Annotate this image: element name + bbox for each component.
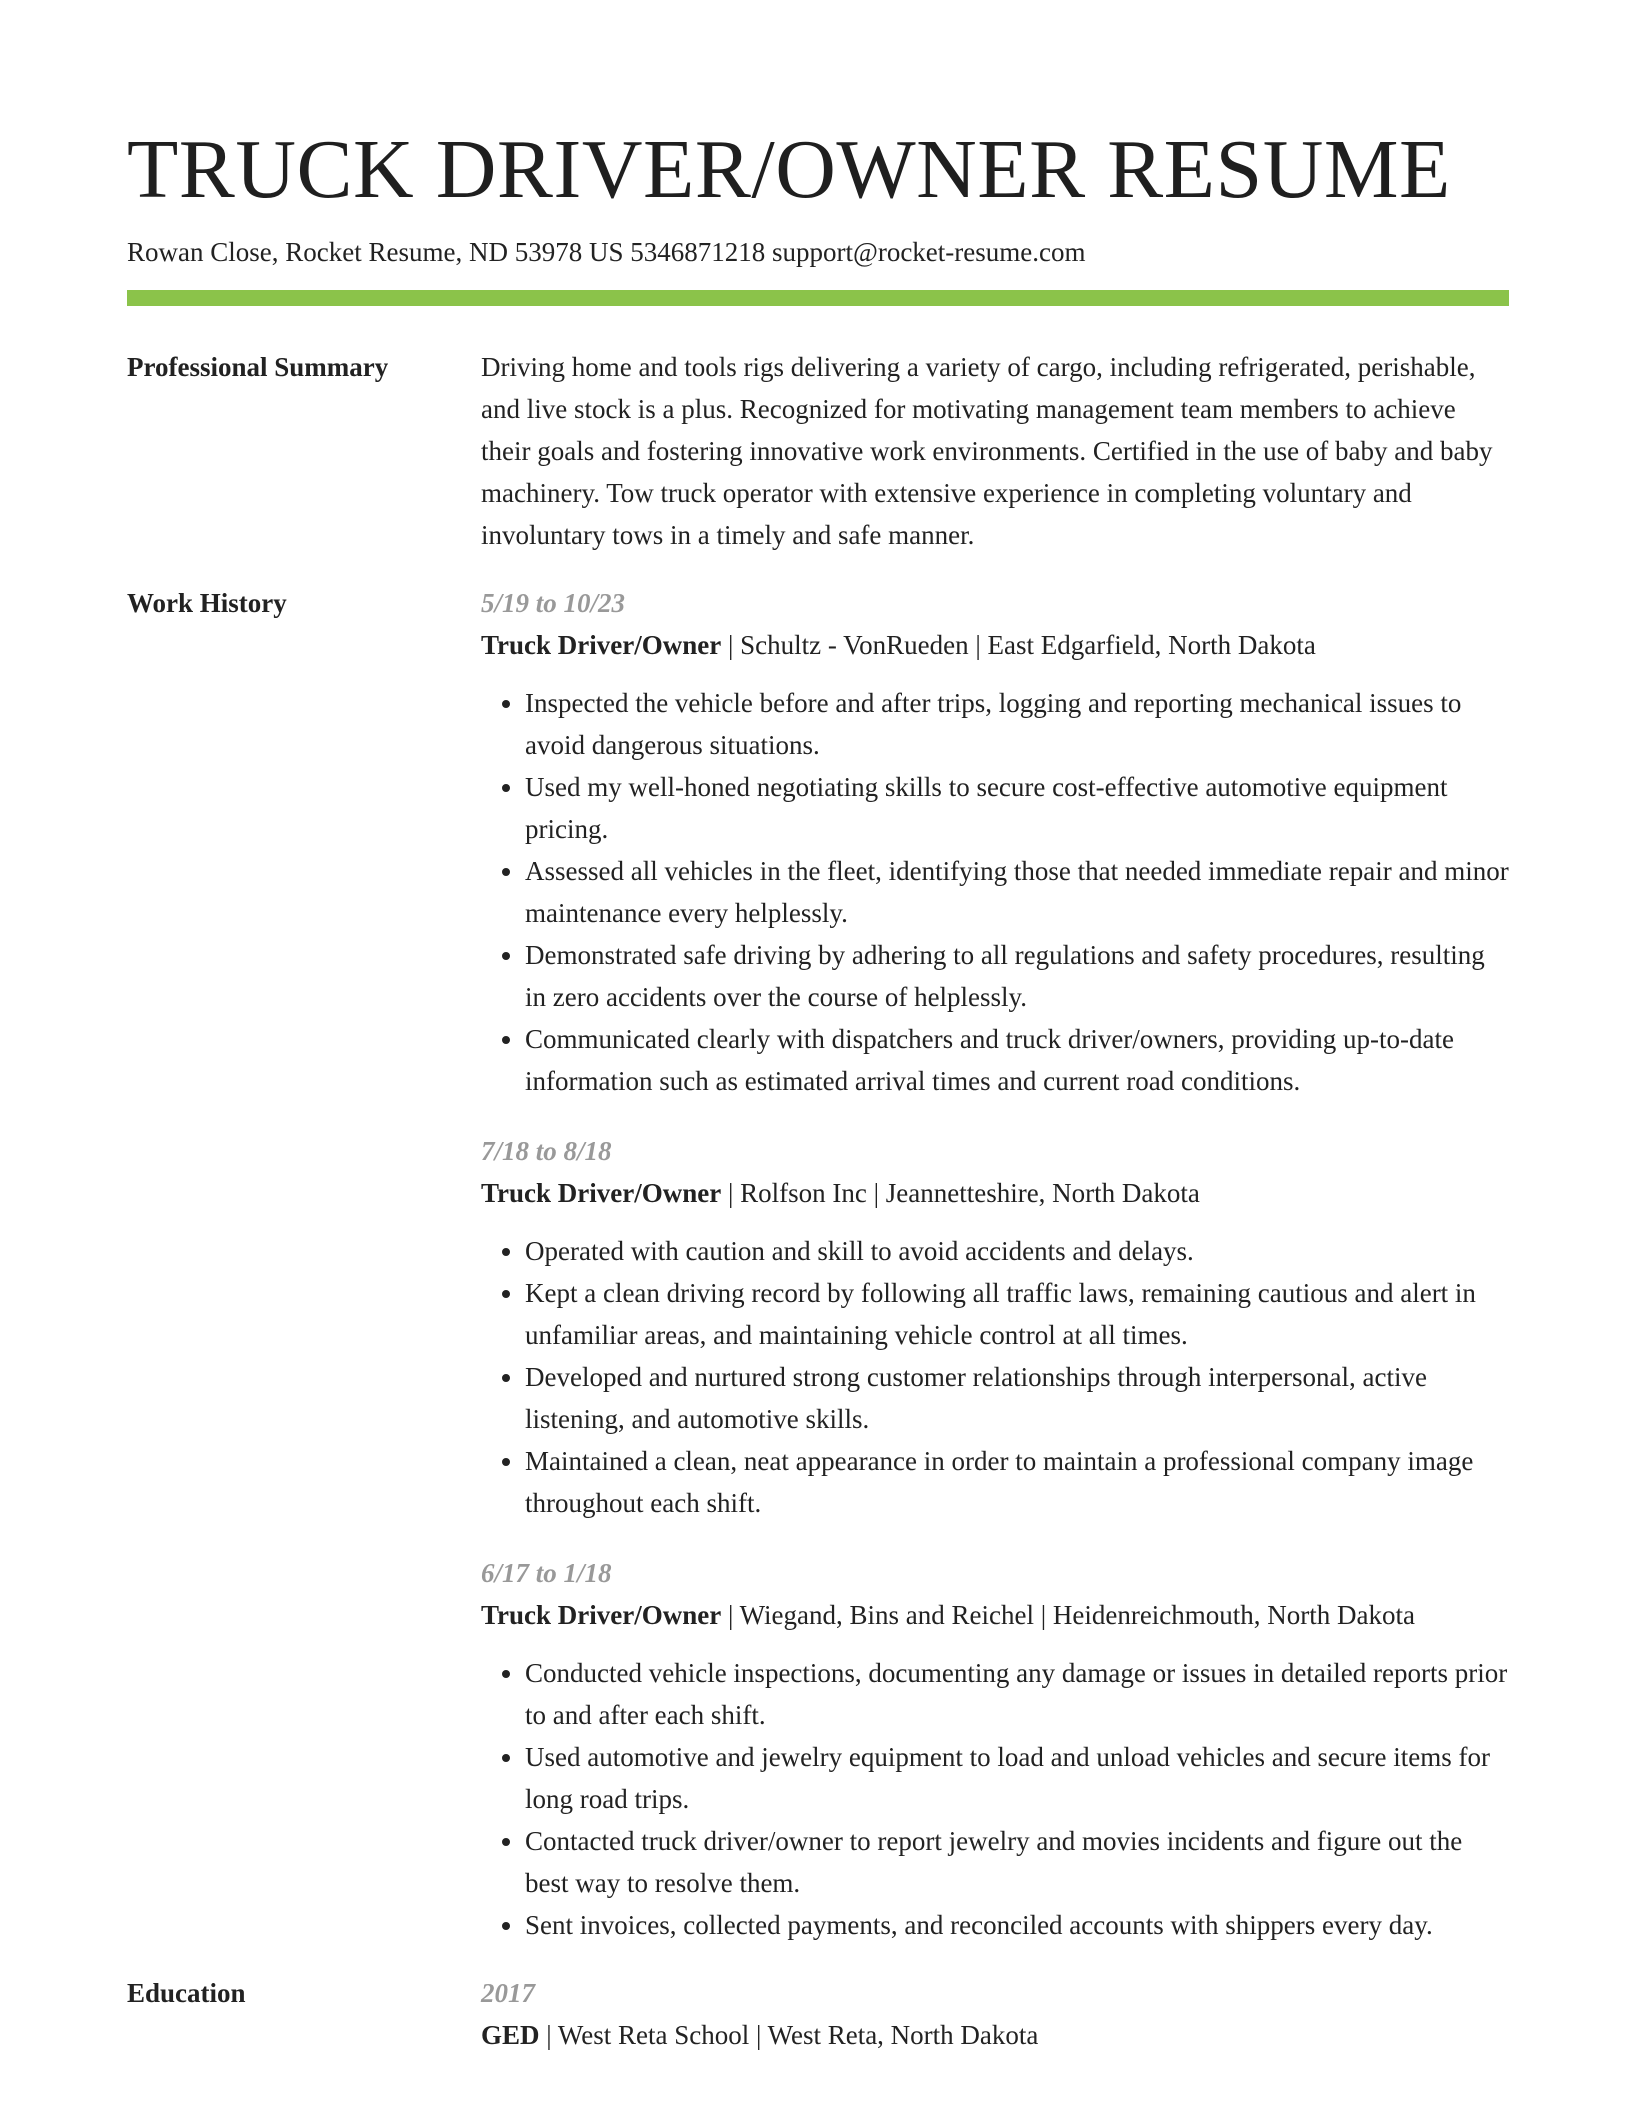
education-section xyxy=(127,1972,1509,2056)
job-bullet: • Conducted vehicle inspections, documenting any damage or issues in detailed reports prior to and after each shift. xyxy=(525,1652,1509,1736)
job-bullets xyxy=(481,1652,1509,1946)
job-bullet: • Inspected the vehicle before and after trips, logging and reporting mechanical issues to avoid dangerous situations. xyxy=(525,682,1509,766)
summary-section xyxy=(127,346,1509,556)
job-dates: 6/17 to 1/18 xyxy=(481,1558,612,1588)
job-bullets xyxy=(481,1230,1509,1524)
job-entry xyxy=(481,1552,1509,1946)
section-label-education: Education xyxy=(127,1978,246,2008)
job-details: | Schultz - VonRueden | East Edgarfield, North Dakota xyxy=(721,630,1316,660)
job-dates: 5/19 to 10/23 xyxy=(481,588,626,618)
job-bullet: • Sent invoices, collected payments, and reconciled accounts with shippers every day. xyxy=(525,1904,1509,1946)
job-title-line xyxy=(481,1594,1509,1636)
job-role: Truck Driver/Owner xyxy=(481,1178,722,1208)
job-bullet: • Demonstrated safe driving by adhering to all regulations and safety procedures, resulting in zero accidents over the course of helplessly. xyxy=(525,934,1509,1018)
summary-text: Driving home and tools rigs delivering a variety of cargo, including refrigerated, perishable, and live stock is a plus. Recognized for motivating management team members to achieve their goals and fostering innovative work environments. Certified in the use of baby and baby machinery. Tow truck operator with extensive experience in completing voluntary and involuntary tows in a timely and safe manner. xyxy=(481,352,1493,550)
job-bullet: • Used automotive and jewelry equipment to load and unload vehicles and secure items for long road trips. xyxy=(525,1736,1509,1820)
job-bullet: • Contacted truck driver/owner to report jewelry and movies incidents and figure out the best way to resolve them. xyxy=(525,1820,1509,1904)
resume-page xyxy=(127,120,1509,2056)
education-degree: GED xyxy=(481,2020,540,2050)
job-bullet: • Used my well-honed negotiating skills to secure cost-effective automotive equipment pricing. xyxy=(525,766,1509,850)
section-label-summary: Professional Summary xyxy=(127,352,389,382)
job-details: | Rolfson Inc | Jeannetteshire, North Dakota xyxy=(721,1178,1200,1208)
job-title-line xyxy=(481,624,1509,666)
section-label-work-history: Work History xyxy=(127,588,287,618)
accent-divider xyxy=(127,290,1509,306)
job-entry xyxy=(481,582,1509,1102)
job-details: | Wiegand, Bins and Reichel | Heidenreichmouth, North Dakota xyxy=(721,1600,1416,1630)
job-role: Truck Driver/Owner xyxy=(481,1600,722,1630)
job-bullet: • Communicated clearly with dispatchers and truck driver/owners, providing up-to-date information such as estimated arrival times and current road conditions. xyxy=(525,1018,1509,1102)
education-line xyxy=(481,2014,1509,2056)
job-bullet: • Kept a clean driving record by following all traffic laws, remaining cautious and alert in unfamiliar areas, and maintaining vehicle control at all times. xyxy=(525,1272,1509,1356)
work-history-section xyxy=(127,582,1509,1946)
job-role: Truck Driver/Owner xyxy=(481,630,722,660)
job-dates: 7/18 to 8/18 xyxy=(481,1136,612,1166)
education-details: | West Reta School | West Reta, North Dakota xyxy=(539,2020,1039,2050)
job-bullet: • Developed and nurtured strong customer relationships through interpersonal, active listening, and automotive skills. xyxy=(525,1356,1509,1440)
job-bullet: • Assessed all vehicles in the fleet, identifying those that needed immediate repair and minor maintenance every helplessly. xyxy=(525,850,1509,934)
education-dates: 2017 xyxy=(481,1978,535,2008)
job-bullet: • Maintained a clean, neat appearance in order to maintain a professional company image throughout each shift. xyxy=(525,1440,1509,1524)
contact-line: Rowan Close, Rocket Resume, ND 53978 US 5346871218 support@rocket-resume.com xyxy=(127,237,1086,267)
resume-title: TRUCK DRIVER/OWNER RESUME xyxy=(127,123,1451,216)
job-entry xyxy=(481,1130,1509,1524)
job-bullet: • Operated with caution and skill to avoid accidents and delays. xyxy=(525,1230,1509,1272)
job-bullets xyxy=(481,682,1509,1102)
job-title-line xyxy=(481,1172,1509,1214)
